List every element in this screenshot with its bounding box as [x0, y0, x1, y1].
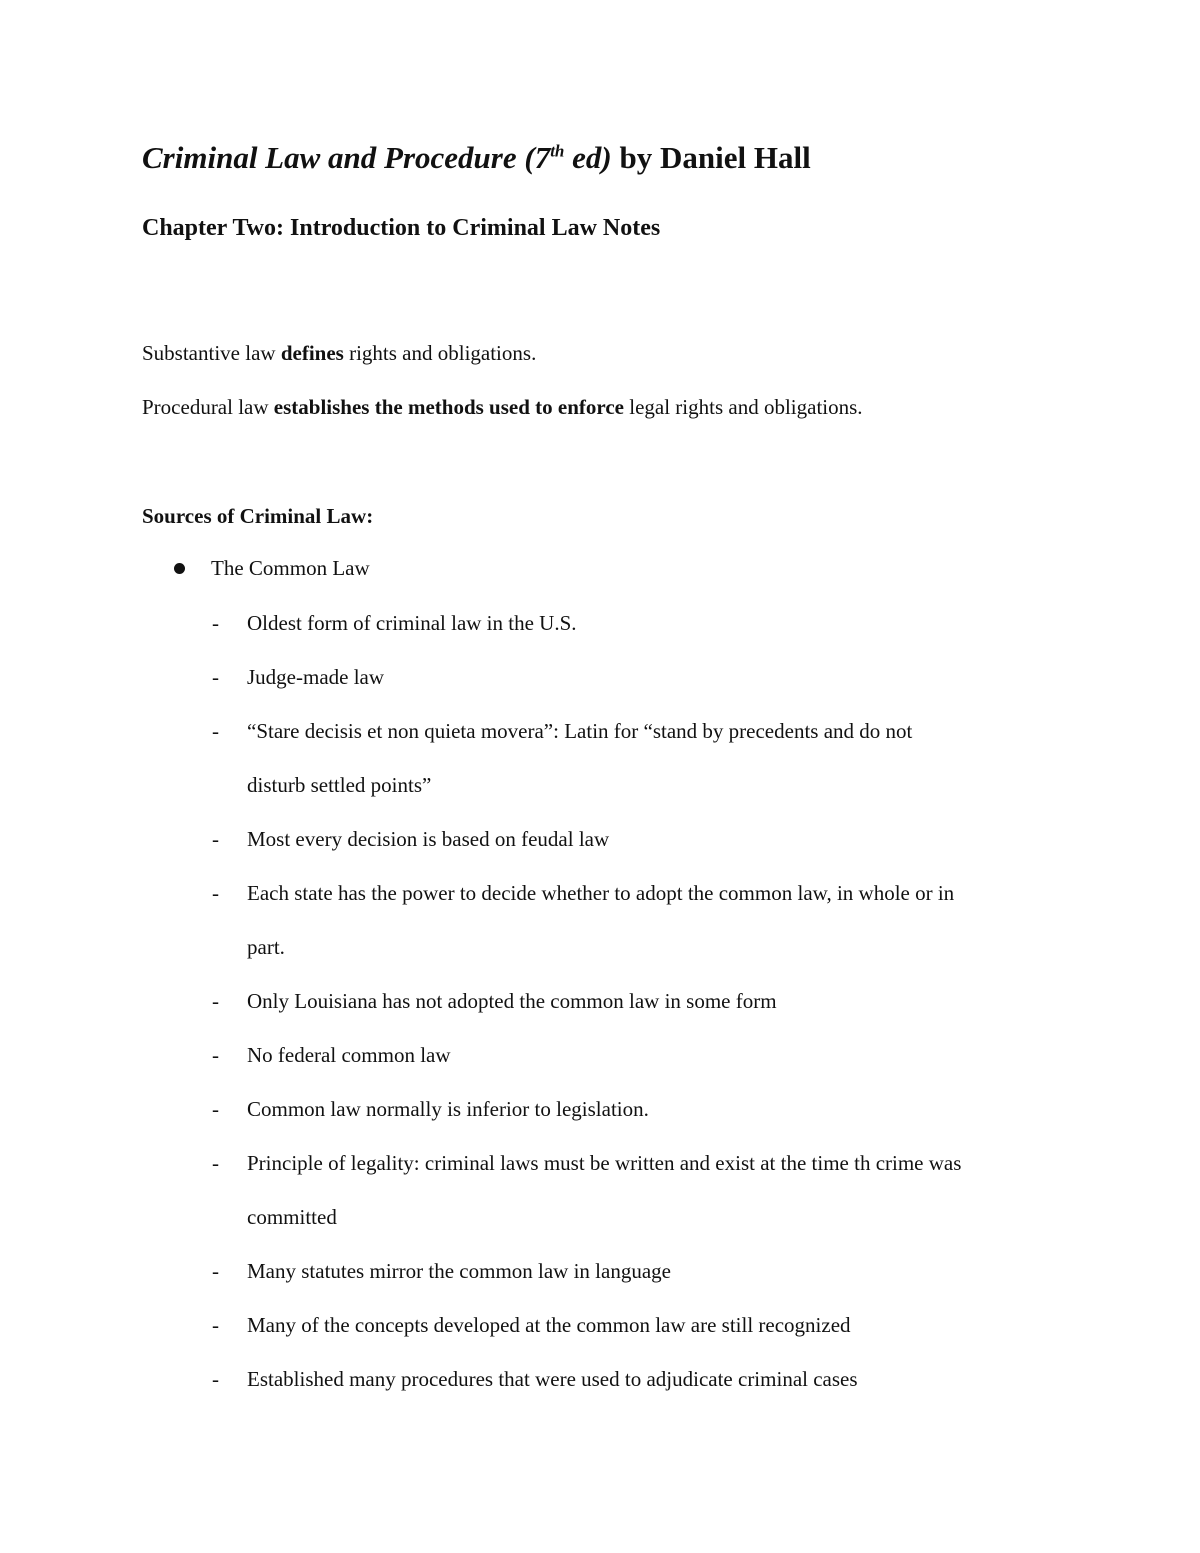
- sub-item-text: Oldest form of criminal law in the U.S.: [247, 611, 577, 635]
- title-superscript: th: [550, 141, 565, 161]
- sub-item-text-continued: committed: [247, 1205, 337, 1229]
- dash-marker: -: [212, 611, 219, 635]
- bullet-dot-icon: [174, 563, 185, 574]
- paragraph-substantive-law: [142, 341, 536, 366]
- sub-item-text: Many statutes mirror the common law in language: [247, 1259, 671, 1283]
- title-italic-part: Criminal Law and Procedure (7: [142, 140, 551, 175]
- paragraph-bold-text: defines: [280, 341, 344, 365]
- dash-marker: -: [212, 1367, 219, 1391]
- sub-item-text: Judge-made law: [247, 665, 385, 689]
- paragraph-bold-text: establishes the methods used to enforce: [273, 395, 624, 419]
- sub-item-text: Many of the concepts developed at the common law are still recognized: [247, 1313, 851, 1337]
- dash-marker: -: [212, 1313, 219, 1337]
- sub-item-text: Each state has the power to decide whether to adopt the common law, in whole or in: [247, 881, 955, 905]
- sub-item-text-continued: disturb settled points”: [247, 773, 432, 797]
- paragraph-text: Procedural law: [142, 395, 274, 419]
- chapter-heading: Chapter Two: Introduction to Criminal Law Notes: [142, 215, 661, 241]
- sub-item-text: Common law normally is inferior to legislation.: [247, 1097, 649, 1121]
- paragraph-procedural-law: [142, 395, 863, 420]
- dash-marker: -: [212, 989, 219, 1013]
- sub-item-text: Established many procedures that were used to adjudicate criminal cases: [247, 1367, 858, 1391]
- paragraph-text: rights and obligations.: [343, 341, 537, 365]
- dash-marker: -: [212, 881, 219, 905]
- dash-marker: -: [212, 1259, 219, 1283]
- title-author: by Daniel Hall: [611, 140, 811, 175]
- document-title: [142, 140, 811, 176]
- dash-marker: -: [212, 827, 219, 851]
- dash-marker: -: [212, 1043, 219, 1067]
- dash-marker: -: [212, 665, 219, 689]
- dash-marker: -: [212, 719, 219, 743]
- dash-marker: -: [212, 1097, 219, 1121]
- section-heading: Sources of Criminal Law:: [142, 504, 374, 528]
- bullet-item-common-law: The Common Law: [211, 556, 370, 580]
- sub-item-text: Only Louisiana has not adopted the common law in some form: [247, 989, 777, 1013]
- sub-item-text-continued: part.: [247, 935, 285, 959]
- paragraph-text: legal rights and obligations.: [623, 395, 863, 419]
- paragraph-text: Substantive law: [142, 341, 281, 365]
- sub-item-text: Principle of legality: criminal laws must be written and exist at the time th crime was: [247, 1151, 962, 1175]
- sub-item-text: No federal common law: [247, 1043, 451, 1067]
- title-italic-part-2: ed): [564, 140, 612, 175]
- sub-item-text: Most every decision is based on feudal law: [247, 827, 610, 851]
- sub-item-text: “Stare decisis et non quieta movera”: Latin for “stand by precedents and do not: [247, 719, 913, 743]
- dash-marker: -: [212, 1151, 219, 1175]
